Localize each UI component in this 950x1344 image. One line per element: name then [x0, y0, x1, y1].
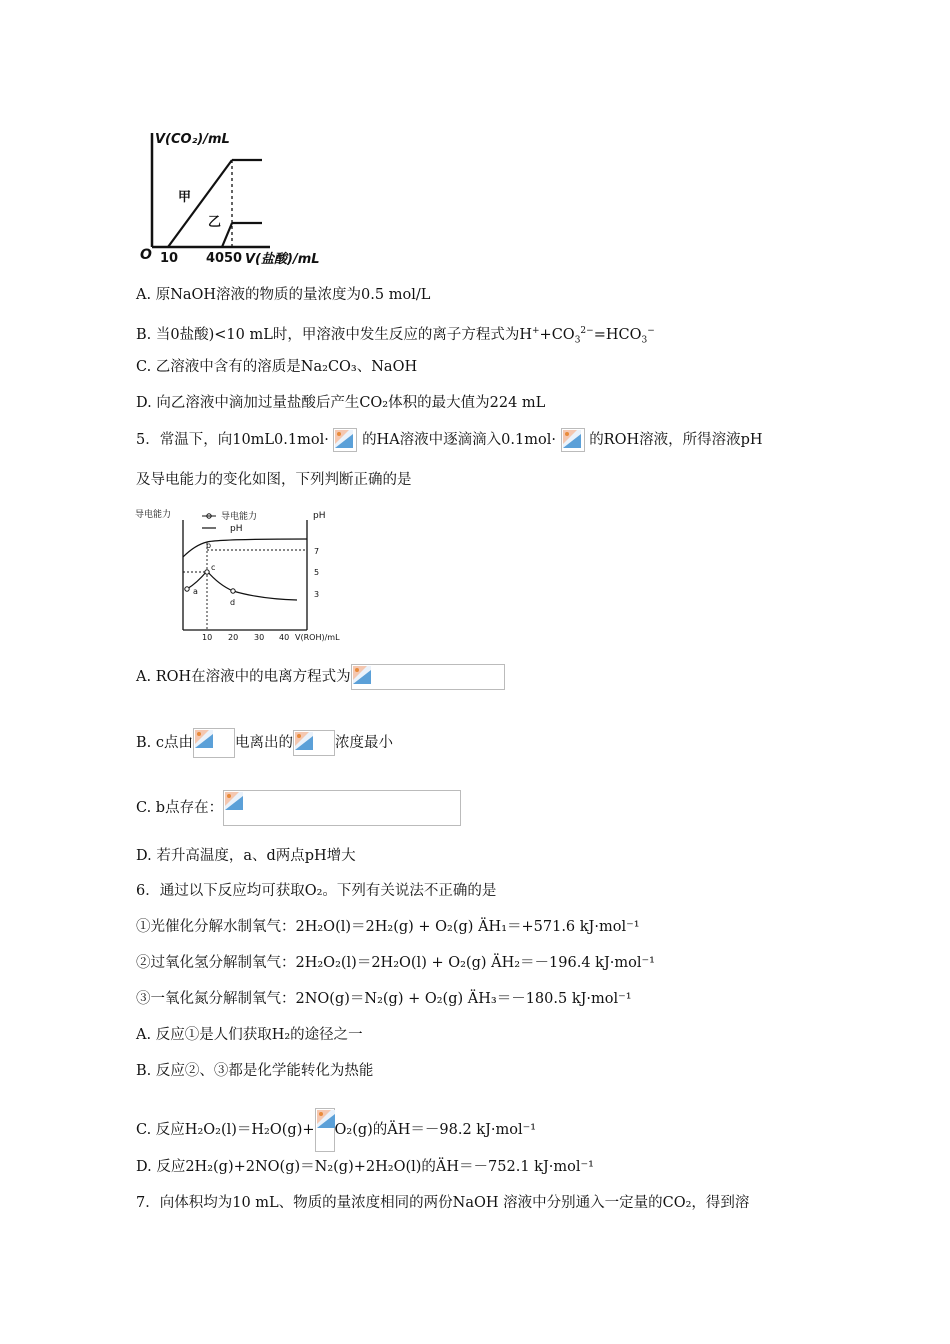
fig2-xlabel: V(ROH)/mL	[295, 633, 340, 642]
fig2-legend-ph: pH	[230, 524, 243, 534]
broken-image-icon	[223, 790, 461, 826]
q5-stem-line1: 5．常温下，向10mL0.1mol· 的HA溶液中逐滴滴入0.1mol· 的ROH溶液，所得溶液pH	[136, 428, 763, 452]
q4-option-a: A. 原NaOH溶液的物质的量浓度为0.5 mol/L	[136, 287, 431, 303]
fig1-ylabel: V(CO₂)/mL	[155, 132, 230, 147]
broken-image-icon	[315, 1108, 335, 1152]
fig1-curve-yi: 乙	[208, 215, 222, 230]
fig2-legend-conductivity: 导电能力	[221, 512, 258, 522]
fig2-point-d: d	[230, 598, 236, 607]
broken-image-icon	[333, 428, 357, 452]
q6-option-b: B. 反应②、③都是化学能转化为热能	[136, 1063, 374, 1079]
fig1-tick-50: 50	[224, 251, 243, 266]
q6-option-d: D. 反应2H₂(g)+2NO(g)＝N₂(g)+2H₂O(l)的ÄH＝－752.1 kJ·mol⁻¹	[136, 1159, 594, 1175]
q7-stem: 7．向体积均为10 mL、物质的量浓度相同的两份NaOH 溶液中分别通入一定量的CO₂，得到溶	[136, 1195, 750, 1211]
fig2-right-label: pH	[313, 511, 326, 521]
fig2-xtick-40: 40	[279, 633, 290, 642]
q6-option-c: C. 反应H₂O₂(l)＝H₂O(g)+ O₂(g)的ÄH＝－98.2 kJ·mol⁻¹	[136, 1108, 536, 1152]
fig2-xtick-10: 10	[202, 633, 213, 642]
fig2-ytick-5: 5	[314, 568, 320, 577]
broken-image-icon	[351, 664, 505, 690]
q5-option-a: A. ROH在溶液中的电离方程式为	[136, 664, 505, 690]
fig2-xtick-30: 30	[254, 633, 265, 642]
q4-option-d: D. 向乙溶液中滴加过量盐酸后产生CO₂体积的最大值为224 mL	[136, 395, 546, 411]
fig2-point-b: b	[206, 541, 212, 550]
broken-image-icon	[293, 730, 335, 756]
q6-stem: 6．通过以下反应均可获取O₂。下列有关说法不正确的是	[136, 883, 497, 899]
fig2-left-label: 导电能力	[135, 510, 172, 520]
fig1-tick-10: 10	[160, 251, 179, 266]
fig1-origin: O	[140, 247, 152, 263]
broken-image-icon	[561, 428, 585, 452]
q5-option-d: D. 若升高温度，a、d两点pH增大	[136, 848, 356, 864]
co2-volume-graph	[140, 125, 350, 270]
q6-reaction-1: ①光催化分解水制氧气：2H₂O(l)＝2H₂(g) + O₂(g) ÄH₁＝+571.6 kJ·mol⁻¹	[136, 919, 640, 935]
q6-option-a: A. 反应①是人们获取H₂的途径之一	[136, 1027, 363, 1043]
q5-stem-line2: 及导电能力的变化如图，下列判断正确的是	[136, 472, 412, 488]
q5-option-b: B. c点由 电离出的 浓度最小	[136, 728, 393, 758]
q4-option-b: B. 当0盐酸)<10 mL时，甲溶液中发生反应的离子方程式为$H^++CO_3^{2-}=HCO_3^-$	[136, 326, 655, 346]
fig2-point-a: a	[193, 587, 198, 596]
conductivity-ph-graph	[135, 505, 365, 645]
fig1-curve-jia: 甲	[178, 190, 192, 205]
broken-image-icon	[193, 728, 235, 758]
q6-reaction-3: ③一氧化氮分解制氧气：2NO(g)＝N₂(g) + O₂(g) ÄH₃＝－180.5 kJ·mol⁻¹	[136, 991, 632, 1007]
fig1-xlabel: V(盐酸)/mL	[245, 252, 320, 267]
fig2-point-c: c	[211, 563, 216, 572]
fig2-xtick-20: 20	[228, 633, 239, 642]
q5-option-c: C. b点存在：	[136, 790, 461, 826]
q4-option-c: C. 乙溶液中含有的溶质是Na₂CO₃、NaOH	[136, 359, 418, 375]
fig2-ytick-7: 7	[314, 547, 320, 556]
q6-reaction-2: ②过氧化氢分解制氧气：2H₂O₂(l)＝2H₂O(l) + O₂(g) ÄH₂＝－196.4 kJ·mol⁻¹	[136, 955, 655, 971]
fig1-tick-40: 40	[206, 251, 225, 266]
fig2-ytick-3: 3	[314, 590, 320, 599]
